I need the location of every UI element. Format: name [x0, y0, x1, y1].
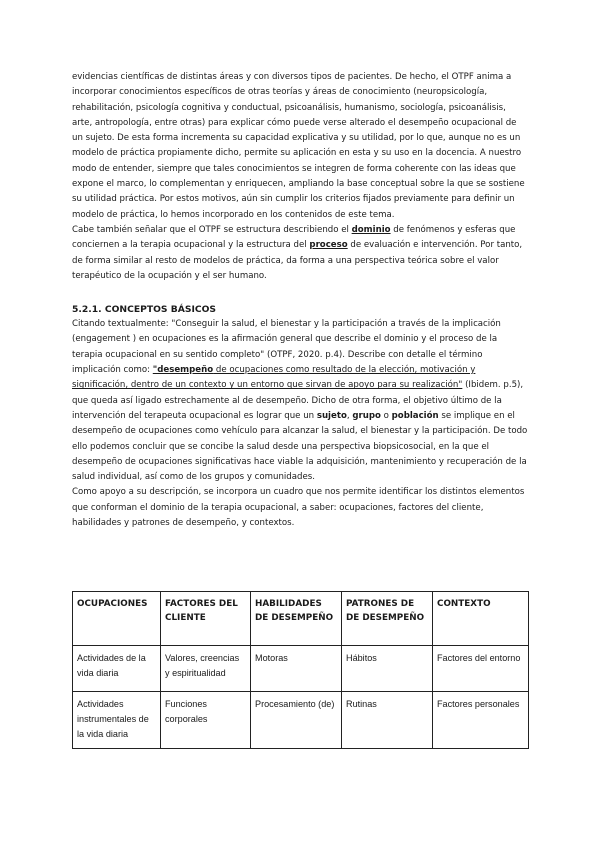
- header-factores-cliente: FACTORES DEL CLIENTE: [161, 592, 251, 646]
- paragraph-concepts: [72, 317, 528, 485]
- table-cell: Hábitos: [342, 646, 433, 692]
- text-run: Citando textualmente: "Conseguir la salud, el bienestar y la participación a través de la implicación (engagement ) en ocupaciones es la afirmación general que describe el dominio y el proceso de la terapia ocupacional en su sentido completo" (OTPF, 2020. p.4). Describe con detalle el término implicación como:: [72, 319, 501, 376]
- table-row: [73, 692, 529, 749]
- header-ocupaciones: OCUPACIONES: [73, 592, 161, 646]
- term-dominio: dominio: [351, 224, 391, 235]
- term-poblacion: población: [391, 410, 439, 421]
- text-run: de fenómenos y esferas que conciernen a la terapia ocupacional y la estructura del: [72, 224, 516, 251]
- term-proceso: proceso: [309, 240, 348, 251]
- header-patrones: PATRONES DE DE DESEMPEÑO: [342, 592, 433, 646]
- text-run: Cabe también señalar que el OTPF se estructura describiendo el: [72, 224, 352, 235]
- term-grupo: grupo: [352, 410, 381, 421]
- table-row: [73, 646, 529, 692]
- term-sujeto: sujeto: [316, 410, 347, 421]
- table-cell: Valores, creencias y espiritualidad: [161, 646, 251, 692]
- paragraph-intro: evidencias científicas de distintas áreas y con diversos tipos de pacientes. De hecho, el OTPF anima a incorporar conocimientos específicos de otras teorías y áreas de conocimiento (neuropsicología, rehabilitación, psicología cognitiva y conductual, psicoanálisis, humanismo, sociología, psicoanálisis, arte, antropología, entre otras) para explicar cómo puede verse alterado el desempeño ocupacional de un sujeto. De esta forma incrementa su capacidad explicativa y su utilidad, por lo que, aunque no es un modelo de práctica propiamente dicho, permite su aplicación en esta y su uso en la docencia. A nuestro modo de entender, siempre que tales conocimientos se integren de forma coherente con las ideas que expone el marco, lo complementan y enriquecen, ampliando la base conceptual sobre la que se sostiene su utilidad práctica. Por estos motivos, aún sin cumplir los criterios fijados previamente para definir un modelo de práctica, lo hemos incorporado en los contenidos de este tema.: [72, 72, 525, 220]
- domain-table: [72, 591, 529, 749]
- table-cell: Factores del entorno: [433, 646, 529, 692]
- header-contexto: CONTEXTO: [433, 592, 529, 646]
- table-header-row: [73, 592, 529, 646]
- section-heading: 5.2.1. CONCEPTOS BÁSICOS: [72, 304, 217, 316]
- text-run: o: [380, 410, 392, 421]
- document-body: [72, 70, 528, 531]
- table-cell: Funciones corporales: [161, 692, 251, 749]
- text-run: (Ibidem. p.5), que queda así ligado estrechamente al de desempeño. Dicho de otra forma, el objetivo último de la intervención del terapeuta ocupacional es lograr que un: [72, 380, 524, 421]
- table-cell: Actividades de la vida diaria: [73, 646, 161, 692]
- table-cell: Actividades instrumentales de la vida diaria: [73, 692, 161, 749]
- table-cell: Motoras: [251, 646, 342, 692]
- text-run: ,: [346, 410, 353, 421]
- table-cell: Factores personales: [433, 692, 529, 749]
- quote-definition: de ocupaciones como resultado de la elección, motivación y significación, dentro de un contexto y un entorno que sirvan de apoyo para su realización": [72, 365, 476, 391]
- text-run: se implique en el desempeño de ocupaciones como vehículo para alcanzar la salud, el bienestar y la participación. De todo ello podemos concluir que se concibe la salud desde una perspectiva biopsicosocial, en la que el desempeño de ocupaciones significativas hace viable la adquisición, mantenimiento y recuperación de la salud individual, así como de los grupos y comunidades.: [72, 410, 528, 483]
- paragraph-structure: [72, 223, 528, 284]
- table-cell: Rutinas: [342, 692, 433, 749]
- header-habilidades: HABILIDADES DE DESEMPEÑO: [251, 592, 342, 646]
- table-cell: Procesamiento (de): [251, 692, 342, 749]
- text-run: de evaluación e intervención. Por tanto, de forma similar al resto de modelos de práctica, da forma a una perspectiva teórica sobre el valor terapéutico de la ocupación y el ser humano.: [72, 240, 523, 281]
- term-desempeno: "desempeño: [152, 365, 214, 376]
- paragraph-table-intro: Como apoyo a su descripción, se incorpora un cuadro que nos permite identificar los distintos elementos que conforman el dominio de la terapia ocupacional, a saber: ocupaciones, factores del cliente, habilidades y patrones de desempeño, y contextos.: [72, 487, 525, 529]
